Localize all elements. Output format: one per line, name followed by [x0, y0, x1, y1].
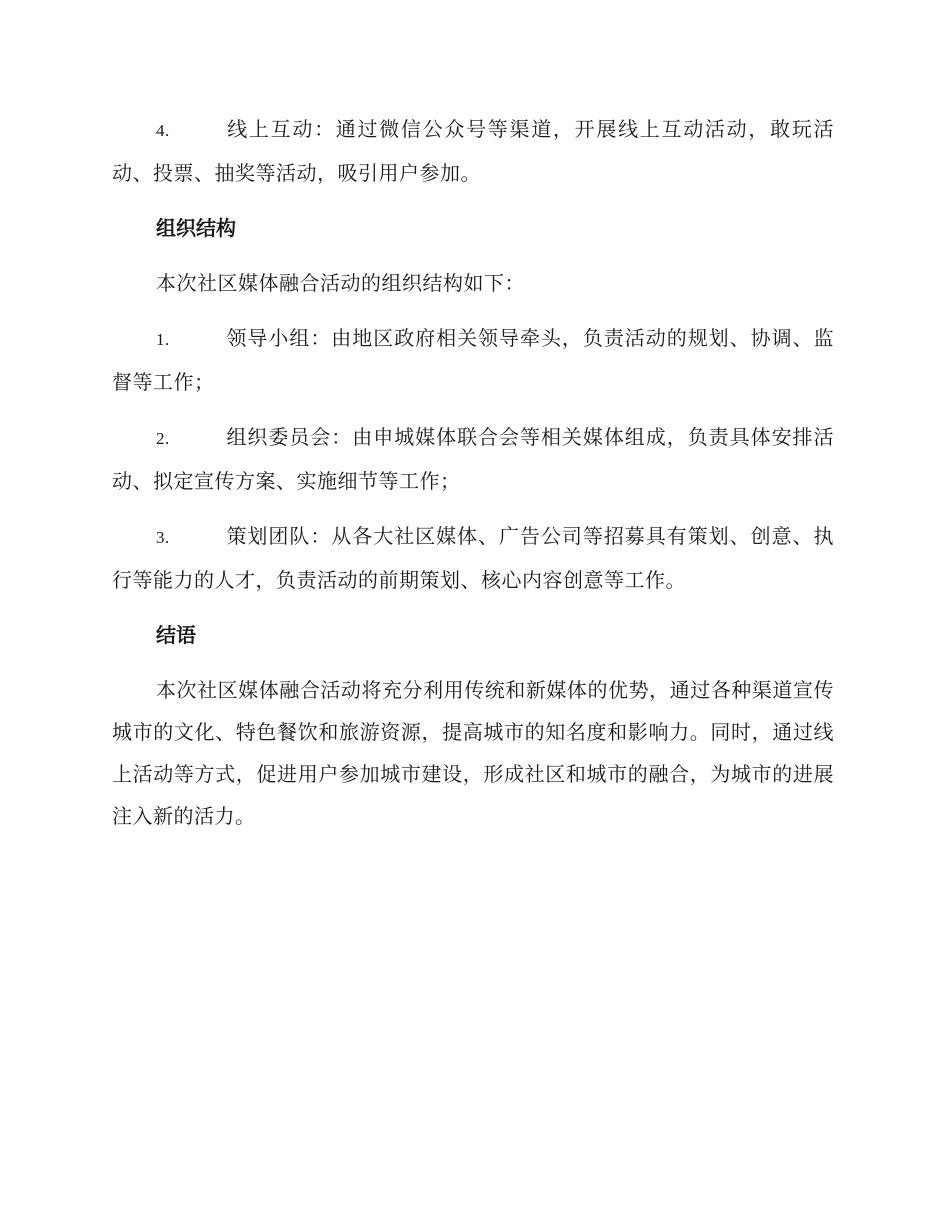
list-item-leadership-group — [112, 317, 834, 403]
conclusion-paragraph: 本次社区媒体融合活动将充分利用传统和新媒体的优势，通过各种渠道宣传城市的文化、特色餐饮和旅游资源，提高城市的知名度和影响力。同时，通过线上活动等方式，促进用户参加城市建设，形成社区和城市的融合，为城市的进展注入新的活力。 — [112, 678, 834, 828]
list-number: 2. — [156, 429, 170, 448]
list-number: 3. — [156, 528, 170, 547]
organization-intro: 本次社区媒体融合活动的组织结构如下： — [156, 271, 525, 295]
list-item-planning-team — [112, 515, 834, 601]
section-heading-conclusion: 结语 — [156, 623, 196, 647]
section-heading-organization: 组织结构 — [156, 216, 236, 240]
list-item-online-interaction — [112, 108, 834, 194]
list-number: 4. — [156, 121, 170, 140]
list-item-text: 线上互动：通过微信公众号等渠道，开展线上互动活动，敢玩活动、投票、抽奖等活动，吸引用户参加。 — [112, 117, 834, 185]
list-number: 1. — [156, 330, 170, 349]
list-item-text: 策划团队：从各大社区媒体、广告公司等招募具有策划、创意、执行等能力的人才，负责活动的前期策划、核心内容创意等工作。 — [112, 524, 834, 592]
list-item-text: 领导小组：由地区政府相关领导牵头，负责活动的规划、协调、监督等工作； — [112, 326, 834, 394]
list-item-text: 组织委员会：由申城媒体联合会等相关媒体组成，负责具体安排活动、拟定宣传方案、实施细节等工作； — [112, 425, 834, 493]
document-content — [112, 108, 834, 850]
list-item-organizing-committee — [112, 416, 834, 502]
